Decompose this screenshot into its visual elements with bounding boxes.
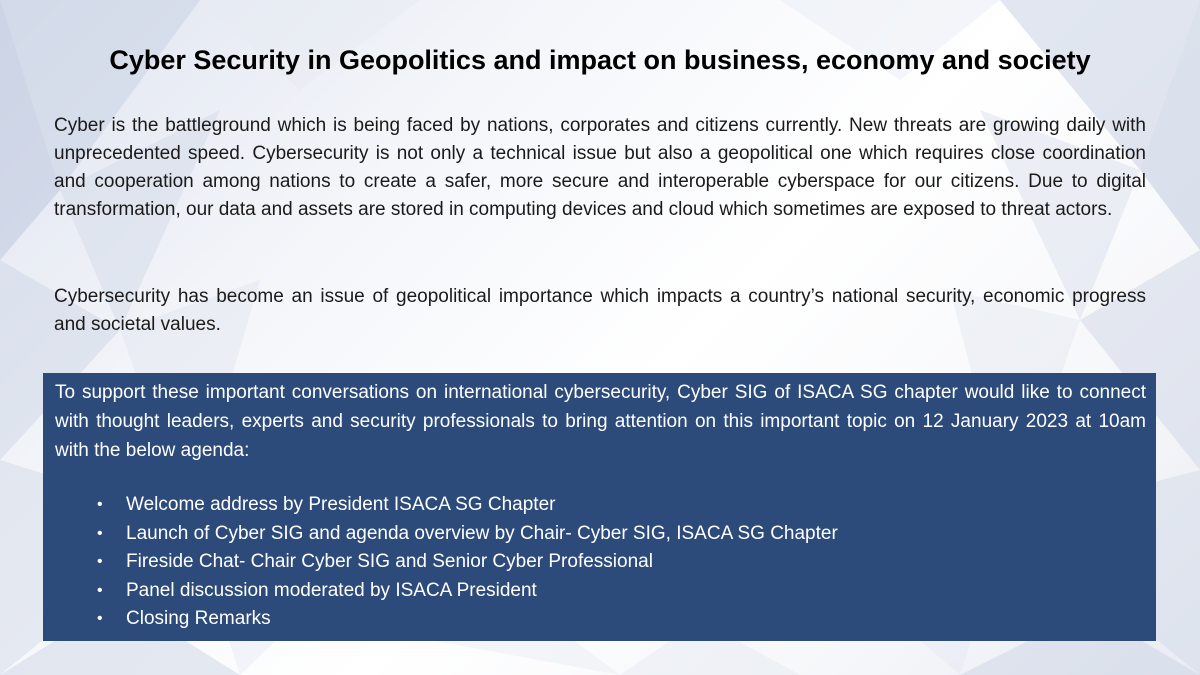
agenda-list bbox=[55, 491, 1146, 634]
agenda-intro: To support these important conversations on international cybersecurity, Cyber SIG of ISACA SG chapter would like to connect with thought leaders, experts and security professionals to bring attention on this important topic on 12 January 2023 at 10am with the below agenda: bbox=[55, 382, 1146, 461]
agenda-box bbox=[43, 373, 1156, 641]
intro-paragraph: Cyber is the battleground which is being faced by nations, corporates and citizens currently. New threats are growing daily with unprecedented speed. Cybersecurity is not only a technical issue but also a geopolitical one which requires close coordination and cooperation among nations to create a safer, more secure and interoperable cyberspace for our citizens. Due to digital transformation, our data and assets are stored in computing devices and cloud which sometimes are exposed to threat actors. bbox=[54, 115, 1146, 220]
agenda-item-welcome-address bbox=[55, 491, 1146, 520]
bullet-icon: • bbox=[97, 610, 103, 627]
geopolitical-paragraph: Cybersecurity has become an issue of geopolitical importance which impacts a country’s national security, economic progress and societal values. bbox=[54, 286, 1146, 335]
bullet-icon: • bbox=[97, 496, 103, 513]
agenda-item-fireside-chat bbox=[55, 548, 1146, 577]
slide-title: Cyber Security in Geopolitics and impact on business, economy and society bbox=[109, 45, 1091, 75]
agenda-item-label: Launch of Cyber SIG and agenda overview by Chair- Cyber SIG, ISACA SG Chapter bbox=[126, 522, 838, 544]
agenda-item-launch-cyber-sig bbox=[55, 520, 1146, 549]
agenda-item-label: Panel discussion moderated by ISACA President bbox=[126, 579, 537, 601]
agenda-item-label: Closing Remarks bbox=[126, 608, 271, 629]
agenda-item-panel-discussion bbox=[55, 577, 1146, 606]
agenda-item-closing-remarks bbox=[55, 605, 1146, 634]
bullet-icon: • bbox=[97, 581, 103, 599]
agenda-item-label: Fireside Chat- Chair Cyber SIG and Senior Cyber Professional bbox=[126, 551, 653, 572]
bullet-icon: • bbox=[97, 524, 103, 542]
agenda-item-label: Welcome address by President ISACA SG Chapter bbox=[126, 494, 556, 515]
bullet-icon: • bbox=[97, 553, 103, 570]
